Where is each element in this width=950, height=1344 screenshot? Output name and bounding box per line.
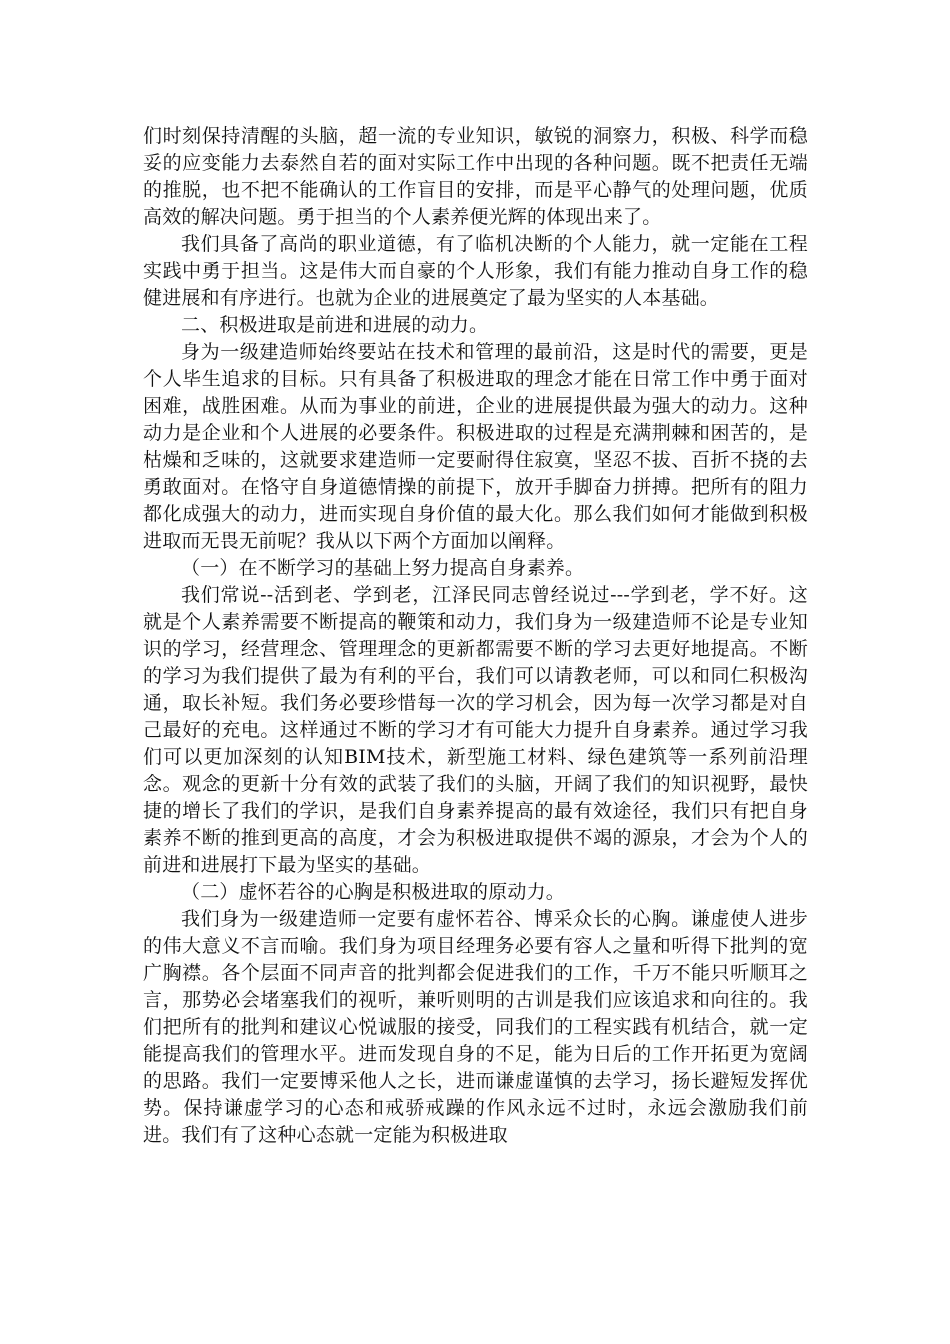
paragraph-progress: 身为一级建造师始终要站在技术和管理的最前沿，这是时代的需要，更是个人毕生追求的目标。只有具备了积极进取的理念才能在日常工作中勇于面对困难，战胜困难。从而为事业的前进，企业的进展提供最为强大的动力。这种动力是企业和个人进展的必要条件。积极进取的过程是充满荆棘和困苦的，是枯燥和乏味的，这就要求建造师一定要耐得住寂寞，坚忍不拔、百折不挠的去勇敢面对。在恪守自身道德情操的前提下，放开手脚奋力拼搏。把所有的阻力都化成强大的动力，进而实现自身价值的最大化。那么我们如何才能做到积极进取而无畏无前呢？我从以下两个方面加以阐释。 bbox=[143, 341, 808, 552]
section-heading-2: 二、积极进取是前进和进展的动力。 bbox=[181, 314, 489, 336]
paragraph-continuation: 们时刻保持清醒的头脑，超一流的专业知识，敏锐的洞察力，积极、科学而稳妥的应变能力去泰然自若的面对实际工作中出现的各种问题。既不把责任无端的推脱，也不把不能确认的工作盲目的安排，而是平心静气的处理问题，优质高效的解决问题。勇于担当的个人素养便光辉的体现出来了。 bbox=[143, 125, 808, 228]
paragraph-responsibility: 我们具备了高尚的职业道德，有了临机决断的个人能力，就一定能在工程实践中勇于担当。这是伟大而自豪的个人形象，我们有能力推动自身工作的稳健进展和有序进行。也就为企业的进展奠定了最为坚实的人本基础。 bbox=[143, 233, 808, 309]
subsection-heading-2: （二）虚怀若谷的心胸是积极进取的原动力。 bbox=[181, 881, 566, 903]
document-body bbox=[143, 123, 808, 1149]
paragraph-humility: 我们身为一级建造师一定要有虚怀若谷、博采众长的心胸。谦虚使人进步的伟大意义不言而喻。我们身为项目经理务必要有容人之量和听得下批判的宽广胸襟。各个层面不同声音的批判都会促进我们的工作，千万不能只听顺耳之言，那势必会堵塞我们的视听，兼听则明的古训是我们应该追求和向往的。我们把所有的批判和建议心悦诚服的接受，同我们的工程实践有机结合，就一定能提高我们的管理水平。进而发现自身的不足，能为日后的工作开拓更为宽阔的思路。我们一定要博采他人之长，进而谦虚谨慎的去学习，扬长避短发挥优势。保持谦虚学习的心态和戒骄戒躁的作风永远不过时，永远会激励我们前进。我们有了这种心态就一定能为积极进取 bbox=[143, 908, 808, 1146]
subsection-heading-1: （一）在不断学习的基础上努力提高自身素养。 bbox=[181, 557, 585, 579]
paragraph-learning: 我们常说--活到老、学到老，江泽民同志曾经说过---学到老，学不好。这就是个人素养需要不断提高的鞭策和动力，我们身为一级建造师不论是专业知识的学习，经营理念、管理理念的更新都需要不断的学习去更好地提高。不断的学习为我们提供了最为有利的平台，我们可以请教老师，可以和同仁积极沟通，取长补短。我们务必要珍惜每一次的学习机会，因为每一次学习都是对自己最好的充电。这样通过不断的学习才有可能大力提升自身素养。通过学习我们可以更加深刻的认知BIM技术，新型施工材料、绿色建筑等一系列前沿理念。观念的更新十分有效的武装了我们的头脑，开阔了我们的知识视野，最快捷的增长了我们的学识，是我们自身素养提高的最有效途径，我们只有把自身素养不断的推到更高的高度，才会为积极进取提供不竭的源泉，才会为个人的前进和进展打下最为坚实的基础。 bbox=[143, 584, 808, 876]
